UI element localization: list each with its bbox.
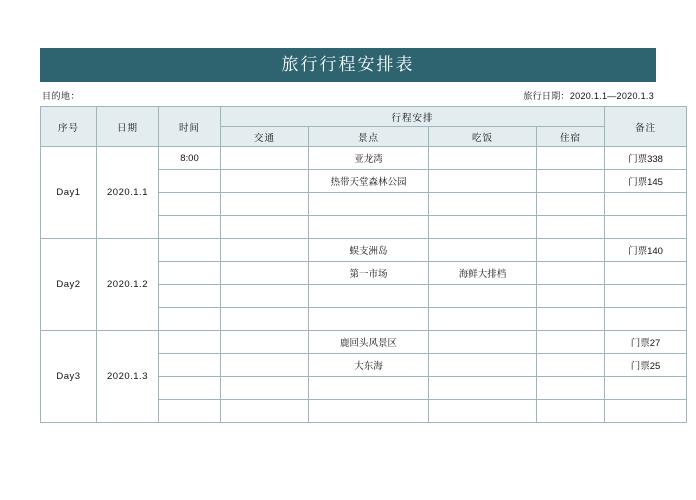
cell-note[interactable] (605, 377, 687, 400)
cell-note[interactable] (605, 262, 687, 285)
cell-sight[interactable]: 鹿回头风景区 (309, 331, 429, 354)
cell-stay[interactable] (537, 262, 605, 285)
travel-date-field (523, 89, 654, 102)
header-seq: 序号 (41, 107, 97, 147)
cell-meal[interactable] (429, 147, 537, 170)
travel-date-value[interactable]: 2020.1.1—2020.1.3 (569, 91, 654, 101)
cell-stay[interactable] (537, 170, 605, 193)
schedule-table (40, 106, 687, 423)
destination-field (42, 89, 80, 102)
day-seq-cell: Day3 (41, 331, 97, 423)
cell-meal[interactable] (429, 331, 537, 354)
cell-traffic[interactable] (221, 308, 309, 331)
cell-time[interactable] (159, 216, 221, 239)
cell-note[interactable] (605, 193, 687, 216)
cell-stay[interactable] (537, 377, 605, 400)
cell-time[interactable] (159, 170, 221, 193)
cell-sight[interactable] (309, 400, 429, 423)
cell-meal[interactable] (429, 193, 537, 216)
cell-sight[interactable]: 第一市场 (309, 262, 429, 285)
cell-traffic[interactable] (221, 262, 309, 285)
cell-time[interactable] (159, 262, 221, 285)
cell-sight[interactable] (309, 193, 429, 216)
cell-sight[interactable]: 热带天堂森林公园 (309, 170, 429, 193)
cell-note[interactable] (605, 400, 687, 423)
cell-sight[interactable] (309, 216, 429, 239)
cell-traffic[interactable] (221, 331, 309, 354)
cell-traffic[interactable] (221, 377, 309, 400)
cell-stay[interactable] (537, 216, 605, 239)
meta-row (40, 82, 656, 106)
table-body (41, 147, 687, 423)
header-sight: 景点 (309, 127, 429, 147)
cell-traffic[interactable] (221, 400, 309, 423)
cell-time[interactable] (159, 308, 221, 331)
cell-traffic[interactable] (221, 147, 309, 170)
cell-note[interactable]: 门票145 (605, 170, 687, 193)
cell-sight[interactable]: 大东海 (309, 354, 429, 377)
cell-traffic[interactable] (221, 193, 309, 216)
cell-note[interactable]: 门票140 (605, 239, 687, 262)
cell-sight[interactable] (309, 285, 429, 308)
cell-note[interactable]: 门票338 (605, 147, 687, 170)
header-itinerary-group: 行程安排 (221, 107, 605, 127)
header-date: 日期 (97, 107, 159, 147)
page-title: 旅行行程安排表 (40, 48, 656, 82)
cell-sight[interactable]: 蜈支洲岛 (309, 239, 429, 262)
cell-note[interactable] (605, 308, 687, 331)
cell-time[interactable] (159, 239, 221, 262)
cell-sight[interactable]: 亚龙湾 (309, 147, 429, 170)
cell-meal[interactable]: 海鲜大排档 (429, 262, 537, 285)
header-note: 备注 (605, 107, 687, 147)
cell-time[interactable] (159, 400, 221, 423)
cell-sight[interactable] (309, 308, 429, 331)
schedule-sheet (40, 48, 663, 423)
cell-time[interactable] (159, 354, 221, 377)
table-row[interactable] (41, 239, 687, 262)
cell-stay[interactable] (537, 400, 605, 423)
table-row[interactable] (41, 147, 687, 170)
day-seq-cell: Day2 (41, 239, 97, 331)
header-traffic: 交通 (221, 127, 309, 147)
destination-label: 目的地： (42, 91, 81, 101)
header-meal: 吃饭 (429, 127, 537, 147)
cell-time[interactable] (159, 193, 221, 216)
cell-note[interactable]: 门票25 (605, 354, 687, 377)
cell-stay[interactable] (537, 331, 605, 354)
cell-meal[interactable] (429, 354, 537, 377)
cell-meal[interactable] (429, 308, 537, 331)
cell-traffic[interactable] (221, 354, 309, 377)
cell-time[interactable] (159, 331, 221, 354)
table-header (41, 107, 687, 147)
cell-meal[interactable] (429, 170, 537, 193)
cell-traffic[interactable] (221, 285, 309, 308)
table-row[interactable] (41, 331, 687, 354)
cell-note[interactable]: 门票27 (605, 331, 687, 354)
cell-stay[interactable] (537, 193, 605, 216)
cell-meal[interactable] (429, 239, 537, 262)
cell-stay[interactable] (537, 354, 605, 377)
day-date-cell: 2020.1.1 (97, 147, 159, 239)
header-stay: 住宿 (537, 127, 605, 147)
cell-note[interactable] (605, 285, 687, 308)
cell-sight[interactable] (309, 377, 429, 400)
cell-stay[interactable] (537, 147, 605, 170)
cell-traffic[interactable] (221, 170, 309, 193)
cell-meal[interactable] (429, 377, 537, 400)
day-seq-cell: Day1 (41, 147, 97, 239)
cell-meal[interactable] (429, 216, 537, 239)
cell-stay[interactable] (537, 308, 605, 331)
cell-time[interactable]: 8:00 (159, 147, 221, 170)
cell-stay[interactable] (537, 285, 605, 308)
day-date-cell: 2020.1.2 (97, 239, 159, 331)
cell-meal[interactable] (429, 400, 537, 423)
cell-stay[interactable] (537, 239, 605, 262)
header-time: 时间 (159, 107, 221, 147)
day-date-cell: 2020.1.3 (97, 331, 159, 423)
cell-traffic[interactable] (221, 216, 309, 239)
cell-note[interactable] (605, 216, 687, 239)
travel-date-label: 旅行日期： (523, 91, 570, 101)
cell-time[interactable] (159, 285, 221, 308)
cell-traffic[interactable] (221, 239, 309, 262)
cell-meal[interactable] (429, 285, 537, 308)
cell-time[interactable] (159, 377, 221, 400)
